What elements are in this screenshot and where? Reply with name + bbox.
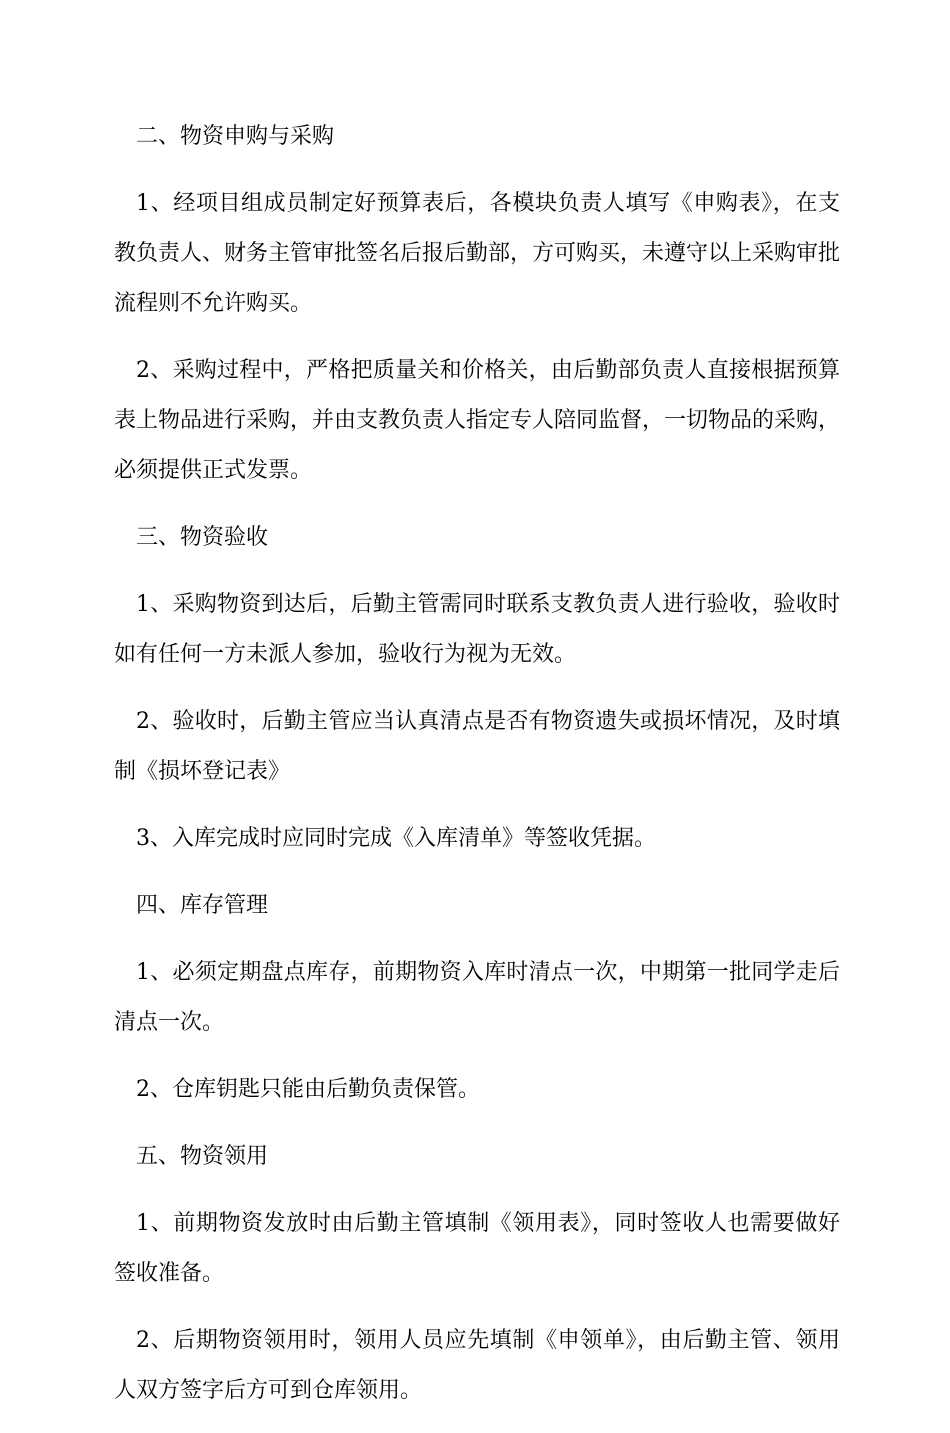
section-heading-acceptance: 三、物资验收 xyxy=(136,525,269,550)
paragraph: 3、入库完成时应同时完成《入库清单》等签收凭据。 xyxy=(136,826,656,851)
section-heading-purchase: 二、物资申购与采购 xyxy=(136,124,335,149)
section-heading-inventory: 四、库存管理 xyxy=(136,893,269,918)
paragraph: 2、采购过程中，严格把质量关和价格关，由后勤部负责人直接根据预算表上物品进行采购，并由支教负责人指定专人陪同监督，一切物品的采购，必须提供正式发票。 xyxy=(114,358,841,483)
paragraph: 2、后期物资领用时，领用人员应先填制《申领单》，由后勤主管、领用人双方签字后方可到仓库领用。 xyxy=(114,1328,840,1403)
paragraph: 1、采购物资到达后，后勤主管需同时联系支教负责人进行验收，验收时如有任何一方未派人参加，验收行为视为无效。 xyxy=(114,592,840,667)
section-heading-requisition: 五、物资领用 xyxy=(136,1144,269,1169)
paragraph: 2、验收时，后勤主管应当认真清点是否有物资遗失或损坏情况，及时填制《损坏登记表》 xyxy=(114,709,840,784)
paragraph: 1、必须定期盘点库存，前期物资入库时清点一次，中期第一批同学走后清点一次。 xyxy=(114,960,840,1035)
paragraph: 2、仓库钥匙只能由后勤负责保管。 xyxy=(136,1077,480,1102)
paragraph: 1、前期物资发放时由后勤主管填制《领用表》，同时签收人也需要做好签收准备。 xyxy=(114,1211,840,1286)
paragraph: 1、经项目组成员制定好预算表后，各模块负责人填写《申购表》，在支教负责人、财务主管审批签名后报后勤部，方可购买，未遵守以上采购审批流程则不允许购买。 xyxy=(114,191,841,316)
document-body xyxy=(114,112,840,1433)
